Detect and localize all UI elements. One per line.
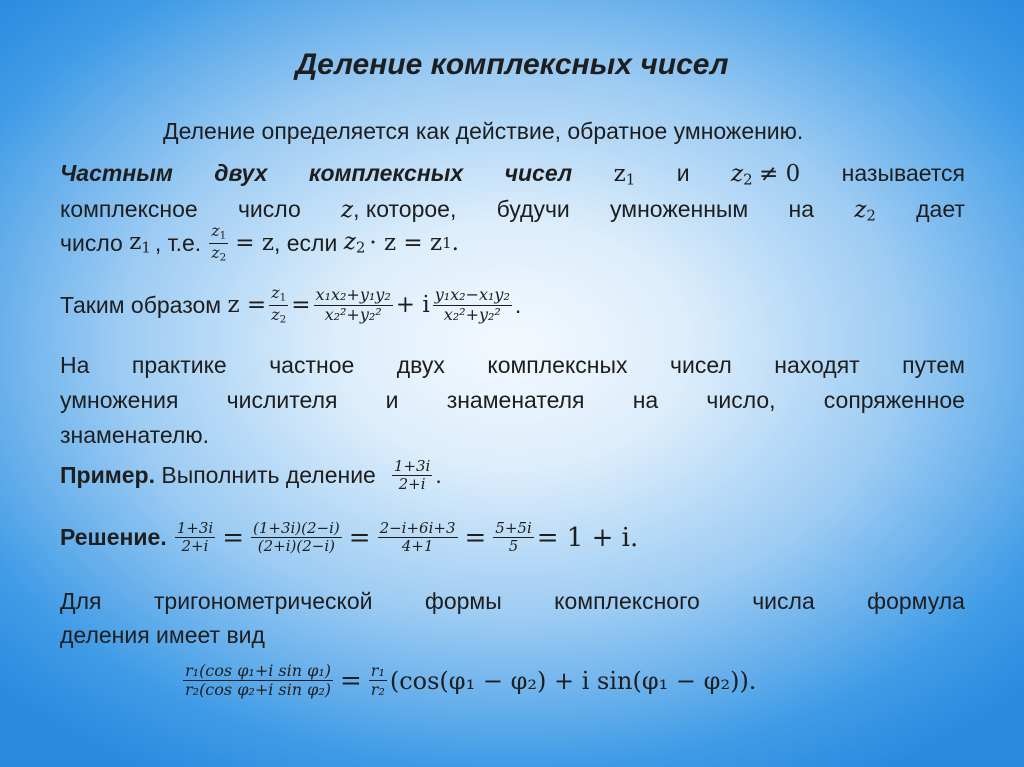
result-label: Таким образом [60,291,222,318]
word: и [385,387,399,413]
word: сопряженное [823,387,965,413]
solution-fraction-4: $\frac{5+5i}{5}$ [495,519,532,556]
term-word-3: комплексных [308,160,464,186]
ie-text: , т.е. [154,229,202,256]
symbol-z2: $z_2$ [854,197,876,225]
example-text: Выполнить деление [161,462,376,489]
example-label: Пример. [60,462,155,489]
term-word-2: двух [214,160,268,186]
word: находят [774,352,860,378]
word: тригонометрической [153,588,373,614]
r-ratio: $\frac{\text{r₁}}{\text{r₂}}$ [370,661,385,700]
z-equals: z = [227,292,267,319]
word: На [60,352,90,378]
equals-sign: = [464,522,487,553]
word: на [788,196,814,222]
intro-text: Деление определяется как действие, обратное умножению. [163,118,804,144]
word: на [632,387,659,413]
solution-fraction-3: $\frac{2-i+6i+3}{4+1}$ [379,519,456,556]
equals-sign: = [340,665,362,696]
plus-i: + i [395,292,430,319]
word: комплексное [60,196,198,222]
result-formula [60,284,521,326]
page-title: Деление комплексных чисел [295,48,729,81]
word: умноженным [610,196,749,222]
imag-part-fraction: $\frac{\text{y₁x₂−x₁y₂}}{\text{x₂²+y₂²}}$ [434,285,510,324]
period: . [514,291,522,318]
word: формула [867,588,965,614]
practice-line-2 [60,387,965,414]
word: формы [424,588,502,614]
called-word: называется [841,160,965,186]
subscript: 1 [442,234,452,253]
trig-line-1 [60,588,965,615]
symbol-z1: $z_1$ [129,229,151,257]
fraction-z1-over-z2: $\frac{z_1}{z_2}$ [211,221,227,264]
word: дает [916,196,965,222]
real-part-fraction: $\frac{\text{x₁x₂+y₁y₂}}{\text{x₂²+y₂²}}$ [315,285,391,324]
word: числителя [226,387,338,413]
word: число, [706,387,776,413]
word: практике [131,352,227,378]
fraction-z1-over-z2: $\frac{z_1}{z_2}$ [271,283,287,326]
solution-final: = 1 + i. [536,522,639,553]
symbol-z2-neq-0: $z_2 \ne 0$ [731,161,801,189]
term-word-1: Частным [60,160,173,186]
word: число [60,229,123,256]
practice-line-1 [60,352,965,379]
word: знаменателя [446,387,585,413]
equals-sign: = [348,522,371,553]
word: комплексного [554,588,700,614]
if-text: , если [273,229,338,256]
solution-label: Решение. [60,524,167,551]
symbol-z1: $z_1$ [613,161,636,189]
trig-fraction: $\frac{\text{r₁(cos φ₁+i sin φ₁)}}{\text{r₂(cos φ₂+i sin φ₂)}}$ [185,661,331,700]
trig-rhs: (cos(φ₁ − φ₂) + i sin(φ₁ − φ₂)). [389,666,757,695]
word: частное [269,352,355,378]
example-fraction: $\frac{1+3i}{2+i}$ [393,457,431,494]
period: . [435,462,442,489]
term-word-4: чисел [504,160,573,186]
word: комплексных [487,352,628,378]
word: числа [752,588,815,614]
definition-line-1 [60,160,965,189]
trig-line-2: деления имеет вид [60,622,265,648]
example-line [60,458,442,494]
equals-sign: = [222,522,244,553]
product-expr: · z = z [369,230,443,257]
equals-sign: = [291,292,311,319]
word: двух [396,352,445,378]
equals-z: = z [235,230,274,257]
solution-line [60,520,642,556]
solution-fraction-2: $\frac{(1+3i)(2-i)}{(2+i)(2-i)}$ [252,519,340,556]
word: число [237,196,301,222]
practice-line-3: знаменателю. [60,422,209,448]
solution-fraction-1: $\frac{1+3i}{2+i}$ [176,519,214,556]
word: Для [60,588,102,614]
word: чисел [670,352,732,378]
definition-line-2 [60,196,965,225]
symbol-z2: $z_2$ [343,229,366,257]
and-word: и [676,160,690,186]
word: умножения [60,387,179,413]
definition-line-3: число $z_1$ , т.е. $\frac{z_1}{z_2}$ = z , если $z_2$ · z = z 1 . [60,221,459,264]
symbol-z: z, которое, [341,196,457,223]
word: путем [902,352,965,378]
word: будучи [496,196,570,222]
trig-formula [180,662,756,700]
